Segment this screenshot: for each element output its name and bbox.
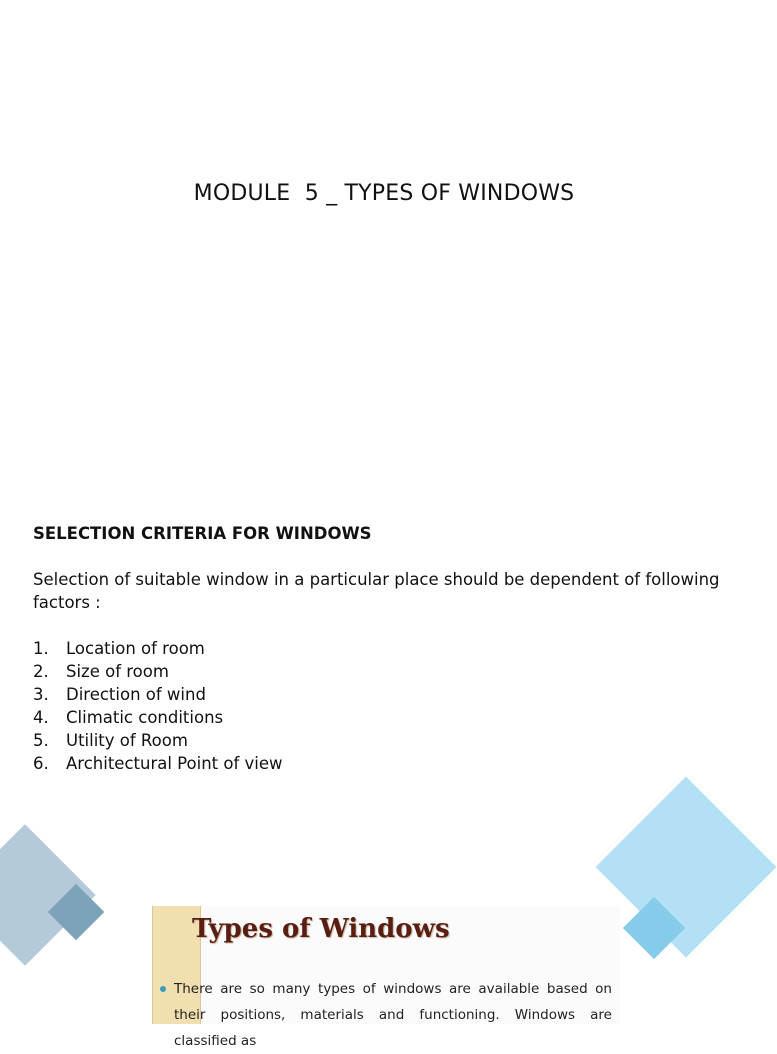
- intro-paragraph: Selection of suitable window in a particular place should be dependent of following factors :: [33, 570, 720, 612]
- section-heading: SELECTION CRITERIA FOR WINDOWS: [33, 524, 372, 543]
- slide-bullet: [160, 976, 612, 1054]
- criteria-list: [33, 637, 733, 775]
- slide-title: Types of Windows: [192, 914, 450, 944]
- list-item: [33, 637, 733, 660]
- list-item-number: 6.: [33, 754, 49, 773]
- page-title: MODULE 5 _ TYPES OF WINDOWS: [193, 181, 575, 206]
- bullet-dot-icon: [160, 986, 166, 992]
- list-item: [33, 729, 733, 752]
- list-item: [33, 752, 733, 775]
- slide-panel: [152, 906, 620, 1049]
- list-item-number: 4.: [33, 708, 49, 727]
- decorative-diamond: [595, 776, 776, 957]
- list-item-label: Location of room: [66, 639, 205, 658]
- list-item-label: Direction of wind: [66, 685, 206, 704]
- list-item-label: Size of room: [66, 662, 169, 681]
- list-item-number: 1.: [33, 639, 49, 658]
- selection-criteria-section: [33, 522, 733, 775]
- list-item-label: Architectural Point of view: [66, 754, 283, 773]
- list-item-number: 2.: [33, 662, 49, 681]
- embedded-slide: [0, 866, 768, 1049]
- list-item-number: 3.: [33, 685, 49, 704]
- list-item: [33, 706, 733, 729]
- list-item: [33, 660, 733, 683]
- list-item-label: Climatic conditions: [66, 708, 224, 727]
- list-item-number: 5.: [33, 731, 49, 750]
- list-item: [33, 683, 733, 706]
- list-item-label: Utility of Room: [66, 731, 188, 750]
- slide-bullet-text: There are so many types of windows are available based on their positions, materials and functioning. Windows are classified as: [174, 981, 612, 1049]
